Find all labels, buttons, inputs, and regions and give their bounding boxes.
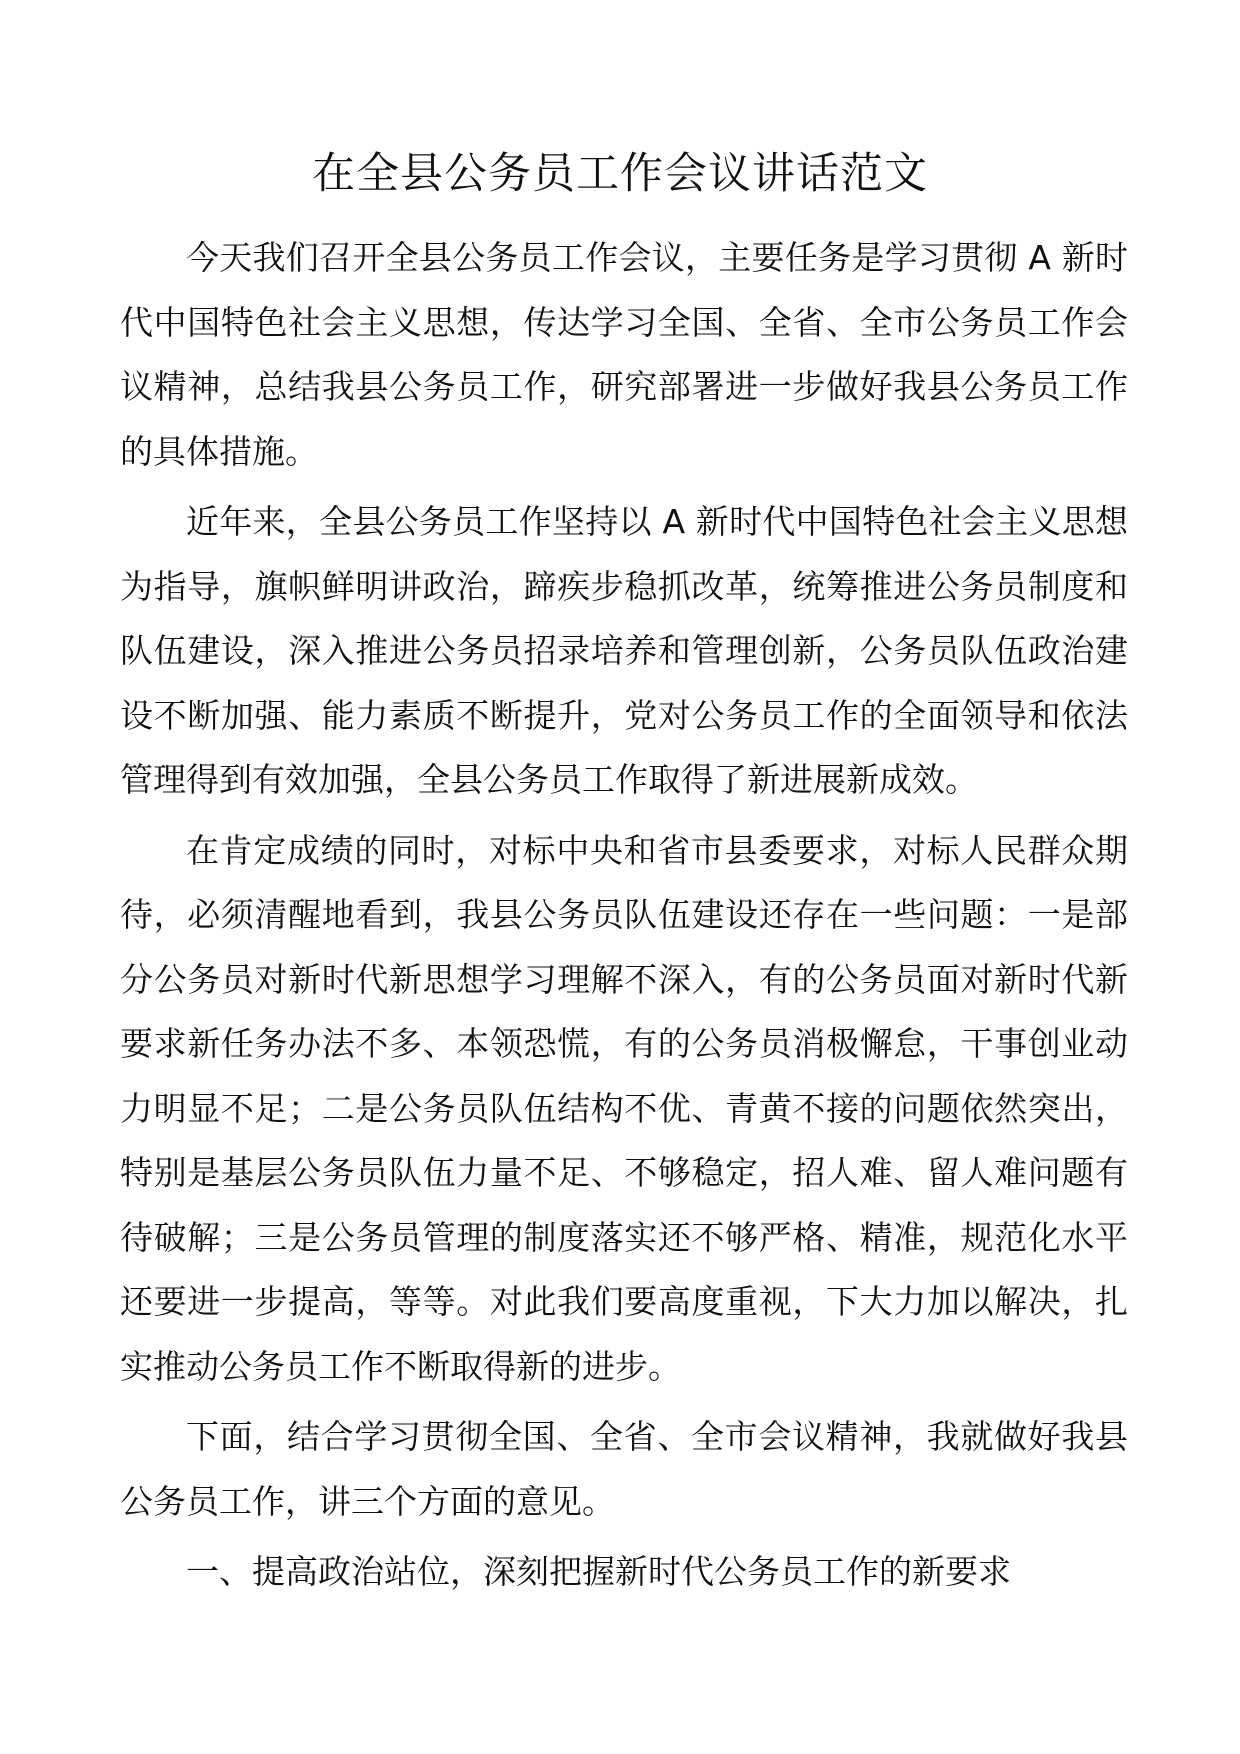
document-title: 在全县公务员工作会议讲话范文 [312,149,928,199]
paragraph-achievements: 近年来，全县公务员工作坚持以 A 新时代中国特色社会主义思想为指导，旗帜鲜明讲政治，蹄疾步稳抓改革，统筹推进公务员制度和队伍建设，深入推进公务员招录培养和管理创新，公务员队伍政治建设不断加强、能力素质不断提升，党对公务员工作的全面领导和依法管理得到有效加强，全县公务员工作取得了新进展新成效。 [120,502,1128,799]
paragraph-outline: 下面，结合学习贯彻全国、全省、全市会议精神，我就做好我县公务员工作，讲三个方面的意见。 [120,1417,1128,1521]
document-body [120,226,1128,1605]
section-heading-1: 一、提高政治站位，深刻把握新时代公务员工作的新要求 [186,1552,1011,1591]
paragraph-intro: 今天我们召开全县公务员工作会议，主要任务是学习贯彻 A 新时代中国特色社会主义思想，传达学习全国、全省、全市公务员工作会议精神，总结我县公务员工作，研究部署进一步做好我县公务员工作的具体措施。 [120,238,1128,471]
paragraph-problems: 在肯定成绩的同时，对标中央和省市县委要求，对标人民群众期待，必须清醒地看到，我县公务员队伍建设还存在一些问题：一是部分公务员对新时代新思想学习理解不深入，有的公务员面对新时代新要求新任务办法不多、本领恐慌，有的公务员消极懈怠，干事创业动力明显不足；二是公务员队伍结构不优、青黄不接的问题依然突出，特别是基层公务员队伍力量不足、不够稳定，招人难、留人难问题有待破解；三是公务员管理的制度落实还不够严格、精准，规范化水平还要进一步提高，等等。对此我们要高度重视，下大力加以解决，扎实推动公务员工作不断取得新的进步。 [120,830,1128,1386]
